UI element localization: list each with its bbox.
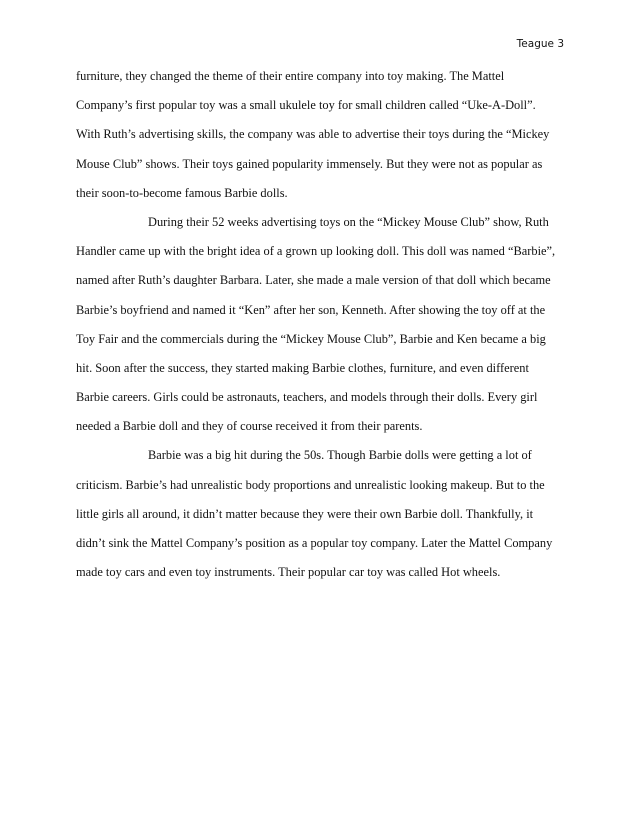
text-line: little girls all around, it didn’t matter because they were their own Barbie doll. Thankfully, it — [76, 506, 534, 521]
text-line: named after Ruth’s daughter Barbara. Later, she made a male version of that doll which became — [76, 273, 551, 288]
page-number-label: Teague 3 — [516, 38, 564, 50]
text-line: Barbie’s boyfriend and named it “Ken” after her son, Kenneth. After showing the toy off at the — [76, 302, 546, 317]
text-line: Barbie was a big hit during the 50s. Though Barbie dolls were getting a lot of — [148, 448, 532, 463]
text-line: hit. Soon after the success, they started making Barbie clothes, furniture, and even different — [76, 360, 529, 375]
text-line: Handler came up with the bright idea of a grown up looking doll. This doll was named “Barbie”, — [76, 244, 556, 259]
text-line: their soon-to-become famous Barbie dolls. — [76, 185, 288, 200]
text-line: During their 52 weeks advertising toys on the “Mickey Mouse Club” show, Ruth — [148, 214, 549, 229]
paragraph-1 — [76, 62, 576, 208]
page-header — [517, 38, 564, 50]
text-line: Mouse Club” shows. Their toys gained popularity immensely. But they were not as popular as — [76, 156, 543, 171]
text-line: didn’t sink the Mattel Company’s position as a popular toy company. Later the Mattel Company — [76, 536, 553, 550]
text-line: Toy Fair and the commercials during the “Mickey Mouse Club”, Barbie and Ken became a big — [76, 331, 546, 346]
text-line: With Ruth’s advertising skills, the company was able to advertise their toys during the “Mickey — [76, 127, 550, 142]
paragraph-2 — [76, 208, 576, 442]
text-line: needed a Barbie doll and they of course received it from their parents. — [76, 419, 423, 434]
text-line: Company’s first popular toy was a small ukulele toy for small children called “Uke-A-Doll”. — [76, 98, 536, 113]
document-body — [76, 62, 576, 587]
paragraph-3 — [76, 441, 576, 587]
text-line: Barbie careers. Girls could be astronauts, teachers, and models through their dolls. Every girl — [76, 390, 538, 405]
text-line: criticism. Barbie’s had unrealistic body proportions and unrealistic looking makeup. But to the — [76, 477, 545, 492]
text-line: furniture, they changed the theme of their entire company into toy making. The Mattel — [76, 69, 505, 83]
text-line: made toy cars and even toy instruments. Their popular car toy was called Hot wheels. — [76, 565, 501, 580]
